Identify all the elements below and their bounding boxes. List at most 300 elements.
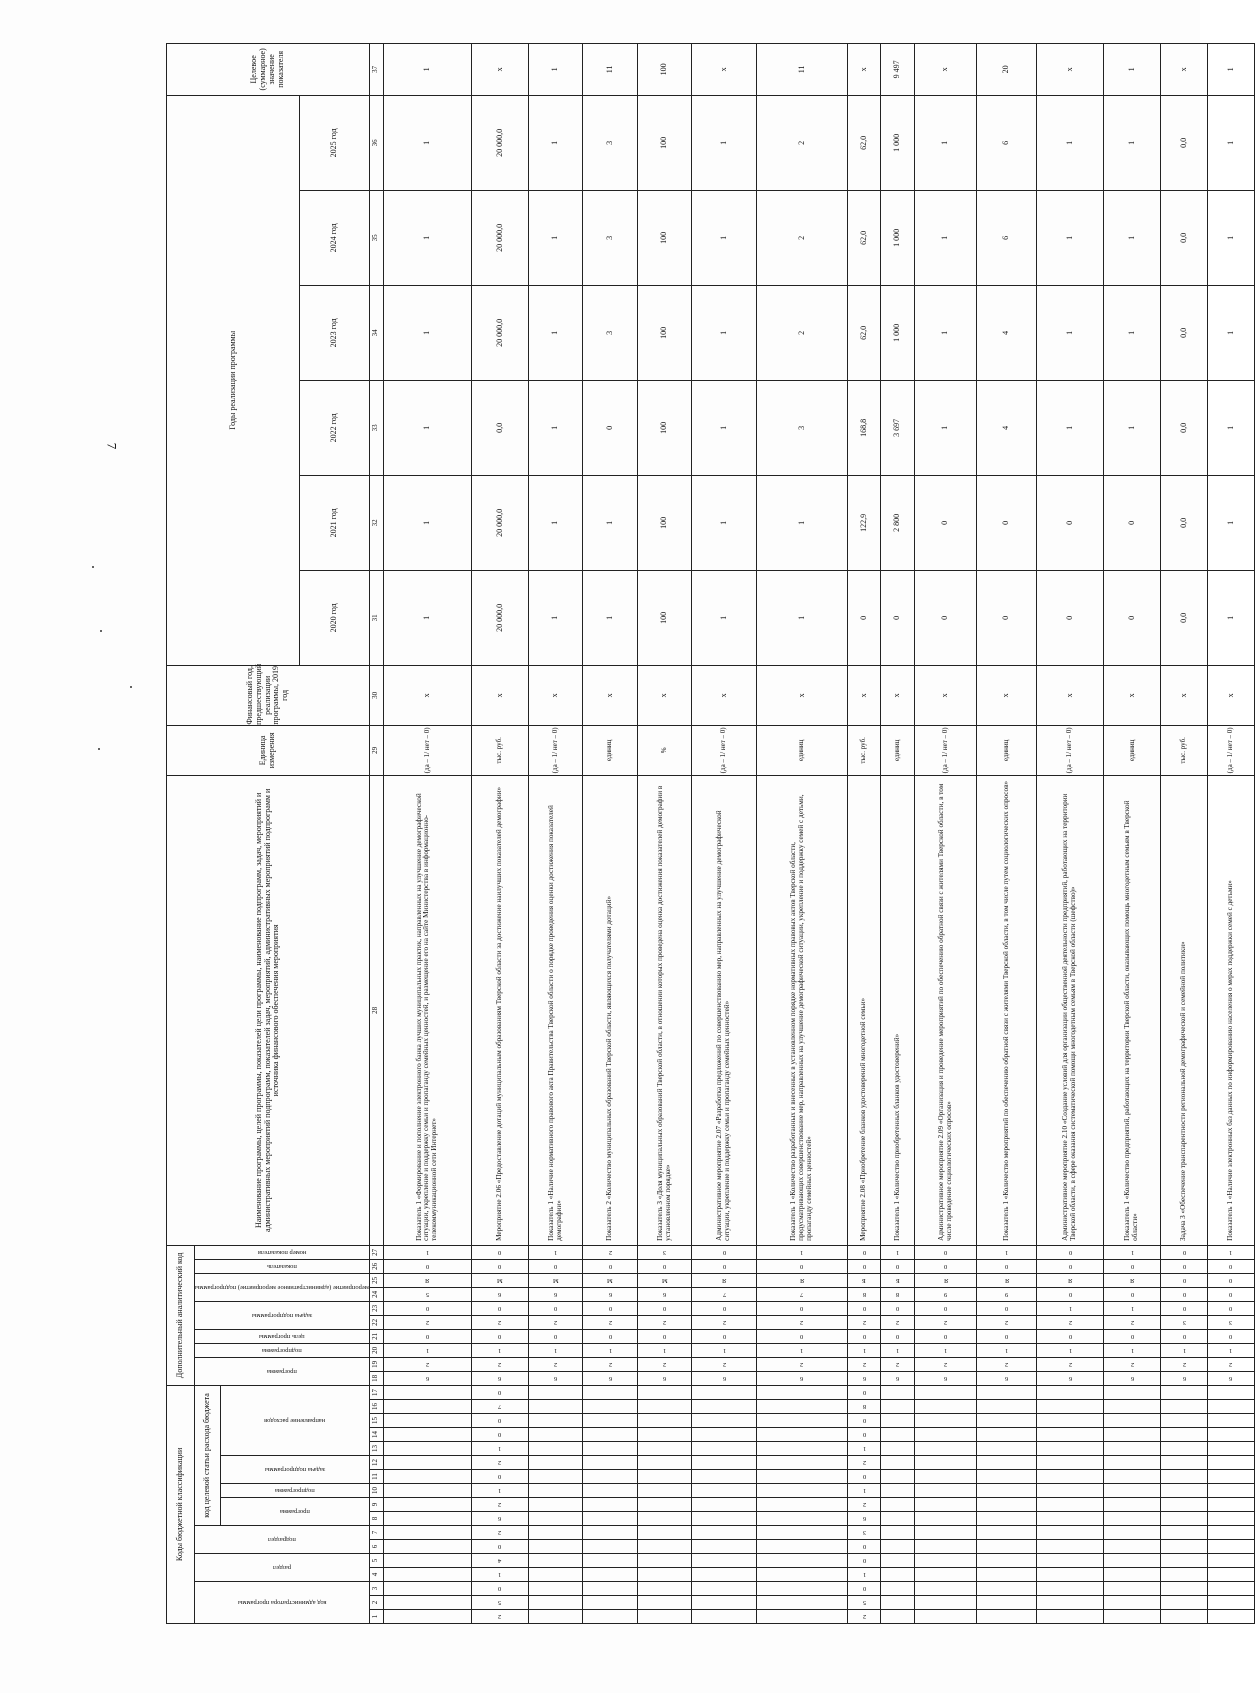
code-cell: 2 [847,1357,881,1371]
code-cell: 6 [757,1371,848,1385]
code-cell: Б [881,1273,915,1287]
target-cell: х [915,43,977,95]
year-value-cell: 1 [692,190,757,285]
code-cell [583,1526,637,1540]
code-cell [881,1596,915,1610]
column-number: 35 [369,190,383,285]
code-cell [1161,1526,1208,1540]
code-cell: 0 [757,1329,848,1343]
code-cell: 1 [1036,1301,1103,1315]
item-name: Показатель 1 «Формирование и пополнение электронного банка лучших муниципальных практик, направленных на улучшение демографической ситуации, укрепление и поддержку семьи и пропаганду семейных ценностей, и размещение его на сайте Министерства в информационно-телекоммуникационной сети Интернет» [383,775,471,1245]
code-cell [583,1512,637,1526]
scan-speck [100,630,102,632]
prev-year-cell: х [471,665,528,725]
code-cell [881,1610,915,1624]
code-cell [1104,1512,1161,1526]
page-number: 7 [104,442,120,450]
year-value-cell: 1 [528,475,582,570]
code-cell: 2 [583,1357,637,1371]
code-cell: 8 [847,1400,881,1414]
prev-year-cell: х [847,665,881,725]
year-value-cell: 1 [1208,570,1255,665]
code-cell [383,1428,471,1442]
unit-cell: (да – 1/ нет – 0) [1036,725,1103,775]
code-cell: 0 [583,1329,637,1343]
column-number: 5 [369,1554,383,1568]
code-cell: 0 [692,1301,757,1315]
code-cell: 2 [471,1357,528,1371]
column-number: 22 [369,1315,383,1329]
year-value-cell: 0 [583,380,637,475]
header-name: Наименование программы, целей программы, показателей цели программы, наименование подпрограмм, задач, мероприятий и административных мероприятий подпрограмм, показателей задач, мероприятий, административных мероприятий подпрограмм и источника финансового обеспечения мероприятия [167,775,370,1245]
code-cell: 2 [528,1315,582,1329]
year-value-cell: 1 [1208,285,1255,380]
code-cell [757,1512,848,1526]
header-2022: 2022 год [299,380,369,475]
column-number: 13 [369,1442,383,1456]
column-number: 20 [369,1343,383,1357]
code-cell [637,1498,691,1512]
code-cell [915,1414,977,1428]
code-cell [915,1498,977,1512]
code-cell: 1 [847,1484,881,1498]
code-cell: 6 [692,1371,757,1385]
code-cell [692,1582,757,1596]
code-cell [692,1456,757,1470]
year-value-cell: 6 [977,190,1037,285]
code-cell [757,1385,848,1399]
column-number: 11 [369,1470,383,1484]
code-cell: 0 [847,1470,881,1484]
year-value-cell: 1 000 [881,285,915,380]
code-cell: 2 [915,1315,977,1329]
code-cell [1104,1554,1161,1568]
code-cell [583,1400,637,1414]
code-cell [1161,1582,1208,1596]
code-cell: 6 [1104,1371,1161,1385]
column-number: 9 [369,1498,383,1512]
code-cell: 2 [1208,1357,1255,1371]
code-cell [528,1414,582,1428]
code-cell [1104,1456,1161,1470]
code-cell [881,1498,915,1512]
code-cell: 1 [757,1245,848,1259]
code-cell: 0 [383,1301,471,1315]
year-value-cell: 1 [915,95,977,190]
code-cell [383,1456,471,1470]
code-cell [915,1540,977,1554]
column-number: 6 [369,1540,383,1554]
unit-cell: (да – 1/ нет – 0) [528,725,582,775]
code-cell [528,1554,582,1568]
code-cell: 1 [528,1343,582,1357]
year-value-cell: 1 [1104,190,1161,285]
table-row [1161,43,1208,1623]
code-cell [977,1498,1037,1512]
code-cell: 0 [1104,1259,1161,1273]
code-cell [757,1596,848,1610]
year-value-cell: 3 697 [881,380,915,475]
code-cell [1208,1470,1255,1484]
code-cell [637,1526,691,1540]
column-number: 36 [369,95,383,190]
code-cell [1104,1428,1161,1442]
year-value-cell: 1 [583,475,637,570]
header-indicator: показатель [195,1259,370,1273]
column-number: 7 [369,1526,383,1540]
code-cell [383,1512,471,1526]
code-cell: 6 [977,1371,1037,1385]
code-cell: 1 [637,1343,691,1357]
code-cell: 0 [471,1582,528,1596]
code-cell [528,1400,582,1414]
year-value-cell: 62,0 [847,190,881,285]
year-value-cell: 20 000,0 [471,95,528,190]
code-cell [383,1596,471,1610]
header-section: раздел [195,1554,370,1582]
column-number: 18 [369,1371,383,1385]
year-value-cell: 1 [915,380,977,475]
column-number: 1 [369,1610,383,1624]
year-value-cell: 1 [383,95,471,190]
year-value-cell: 0 [1104,475,1161,570]
code-cell [915,1456,977,1470]
code-cell: 0 [847,1329,881,1343]
code-cell: 0 [1104,1329,1161,1343]
year-value-cell: 0,0 [1161,190,1208,285]
target-cell: х [847,43,881,95]
year-value-cell: 0,0 [1161,475,1208,570]
column-number: 15 [369,1414,383,1428]
table-row [915,43,977,1623]
code-cell: 6 [528,1371,582,1385]
code-cell [1161,1484,1208,1498]
code-cell [757,1400,848,1414]
code-cell [1161,1456,1208,1470]
code-cell [1208,1414,1255,1428]
code-cell [977,1442,1037,1456]
code-cell: 0 [471,1385,528,1399]
code-cell [583,1568,637,1582]
prev-year-cell: х [1036,665,1103,725]
code-cell: 0 [977,1259,1037,1273]
code-cell [977,1596,1037,1610]
code-cell [1036,1512,1103,1526]
code-cell: 0 [692,1245,757,1259]
code-cell: М [528,1273,582,1287]
code-cell [1208,1554,1255,1568]
code-cell [637,1554,691,1568]
year-value-cell: 1 [383,285,471,380]
program-table [166,43,1255,1624]
code-cell: 0 [1161,1329,1208,1343]
header-prev-year: Финансовый год, предшествующий реализации программы, 2019 год [167,665,370,725]
item-name: Мероприятие 2.08 «Приобретение бланков удостоверений многодетной семьи» [847,775,881,1245]
code-cell [977,1610,1037,1624]
column-number: 37 [369,43,383,95]
header-2024: 2024 год [299,190,369,285]
header-2023: 2023 год [299,285,369,380]
code-cell: 0 [1161,1259,1208,1273]
target-cell: 20 [977,43,1037,95]
code-cell: 2 [383,1315,471,1329]
year-value-cell: 1 [1036,190,1103,285]
code-cell: 1 [1208,1245,1255,1259]
year-value-cell: 3 [583,190,637,285]
code-cell [881,1512,915,1526]
year-value-cell: 100 [637,570,691,665]
column-number: 12 [369,1456,383,1470]
prev-year-cell: х [583,665,637,725]
code-cell: М [471,1273,528,1287]
year-value-cell: 2 [757,285,848,380]
code-cell: 1 [881,1343,915,1357]
code-cell [383,1582,471,1596]
code-cell [881,1568,915,1582]
table-row [637,43,691,1623]
code-cell: 1 [847,1343,881,1357]
code-cell: 0 [847,1414,881,1428]
code-cell [1161,1498,1208,1512]
code-cell: 0 [637,1329,691,1343]
code-cell [1208,1400,1255,1414]
code-cell [383,1414,471,1428]
code-cell: 0 [915,1329,977,1343]
column-number: 16 [369,1400,383,1414]
code-cell: 1 [1208,1343,1255,1357]
unit-cell: (да – 1/ нет – 0) [692,725,757,775]
code-cell [757,1428,848,1442]
code-cell [1208,1512,1255,1526]
code-cell: 2 [1036,1357,1103,1371]
target-cell: 1 [1104,43,1161,95]
code-cell: 0 [692,1329,757,1343]
year-value-cell: 20 000,0 [471,285,528,380]
code-cell [1161,1554,1208,1568]
code-cell: 0 [847,1259,881,1273]
item-name: Показатель 1 «Наличие электронных баз данных по информированию населения о мерах поддержки семей с детьми» [1208,775,1255,1245]
code-cell [528,1484,582,1498]
table-row [471,43,528,1623]
year-value-cell: 4 [977,380,1037,475]
column-number: 30 [369,665,383,725]
prev-year-cell: х [881,665,915,725]
code-cell: 0 [847,1582,881,1596]
code-cell: 0 [1036,1329,1103,1343]
code-cell [1208,1540,1255,1554]
column-number: 33 [369,380,383,475]
code-cell [692,1526,757,1540]
code-cell [637,1470,691,1484]
code-cell [915,1484,977,1498]
code-cell: 1 [847,1442,881,1456]
table-row [692,43,757,1623]
year-value-cell: 100 [637,285,691,380]
code-cell [1036,1414,1103,1428]
code-cell: 6 [383,1371,471,1385]
code-cell: 6 [1036,1371,1103,1385]
code-cell: 6 [637,1287,691,1301]
code-cell [583,1385,637,1399]
code-cell: 0 [881,1329,915,1343]
column-number: 24 [369,1287,383,1301]
column-number: 27 [369,1245,383,1259]
code-cell [977,1526,1037,1540]
code-cell: 0 [528,1329,582,1343]
code-cell: 2 [881,1315,915,1329]
year-value-cell: 0 [881,570,915,665]
code-cell: 1 [757,1343,848,1357]
code-cell: 2 [757,1315,848,1329]
code-cell: 1 [583,1343,637,1357]
code-cell: 2 [528,1357,582,1371]
code-cell: Б [847,1273,881,1287]
code-cell: 1 [471,1442,528,1456]
year-value-cell: 1 [528,95,582,190]
code-cell: 6 [583,1287,637,1301]
code-cell: 2 [915,1357,977,1371]
column-number: 14 [369,1428,383,1442]
item-name: Показатель 1 «Количество предприятий, работающих на территории Тверской области, оказывающих помощь многодетным семьям в Тверской области» [1104,775,1161,1245]
year-value-cell: 1 [528,285,582,380]
code-cell [1161,1610,1208,1624]
header-2025: 2025 год [299,95,369,190]
year-value-cell: 1 [1104,285,1161,380]
year-value-cell: 0,0 [1161,285,1208,380]
header-extra-code: Дополнительный аналитический код [167,1245,195,1385]
code-cell: 6 [528,1287,582,1301]
code-cell: 1 [881,1245,915,1259]
code-cell: 6 [471,1287,528,1301]
prev-year-cell: х [977,665,1037,725]
scan-speck [92,566,94,568]
year-value-cell: 20 000,0 [471,570,528,665]
code-cell [528,1456,582,1470]
table-row [1104,43,1161,1623]
target-cell: х [471,43,528,95]
header-subprogram: подпрограмма [221,1484,370,1498]
code-cell [1208,1498,1255,1512]
code-cell [1104,1414,1161,1428]
code-cell [583,1554,637,1568]
code-cell [1161,1568,1208,1582]
year-value-cell: 0 [1036,475,1103,570]
code-cell [583,1484,637,1498]
code-cell: 0 [1161,1287,1208,1301]
code-cell [1208,1568,1255,1582]
unit-cell: единиц [583,725,637,775]
code-cell: 0 [847,1245,881,1259]
code-cell: 1 [977,1343,1037,1357]
code-cell: 0 [847,1540,881,1554]
target-cell: 11 [583,43,637,95]
code-cell [583,1610,637,1624]
code-cell [915,1470,977,1484]
code-cell: 2 [977,1357,1037,1371]
code-cell: 0 [1161,1273,1208,1287]
code-cell [915,1385,977,1399]
header-direction: направление расходов [221,1385,370,1455]
code-cell: 0 [637,1301,691,1315]
code-cell [977,1385,1037,1399]
code-cell: 0 [1036,1259,1103,1273]
code-cell [1104,1400,1161,1414]
year-value-cell: 1 [383,475,471,570]
code-cell [1104,1596,1161,1610]
code-cell: 0 [471,1245,528,1259]
code-cell: 2 [471,1456,528,1470]
code-cell [637,1540,691,1554]
code-cell [977,1428,1037,1442]
code-cell [915,1428,977,1442]
code-cell: 6 [583,1371,637,1385]
code-cell: 5 [383,1287,471,1301]
code-cell: 3 [1161,1315,1208,1329]
code-cell [757,1568,848,1582]
code-cell: 6 [915,1371,977,1385]
code-cell [383,1484,471,1498]
code-cell: 6 [1208,1371,1255,1385]
code-cell [1104,1610,1161,1624]
code-cell [915,1596,977,1610]
code-cell: 6 [1161,1371,1208,1385]
code-cell: 0 [915,1301,977,1315]
code-cell [757,1554,848,1568]
code-cell: 2 [1104,1357,1161,1371]
code-cell: 1 [471,1484,528,1498]
code-cell: 2 [383,1357,471,1371]
code-cell: 0 [471,1470,528,1484]
code-cell [692,1512,757,1526]
code-cell [977,1484,1037,1498]
year-value-cell: 3 [757,380,848,475]
code-cell [637,1428,691,1442]
code-cell: 1 [383,1245,471,1259]
item-name: Мероприятие 2.06 «Предоставление дотаций муниципальным образованиям Тверской области за достижение наилучших показателей демографии» [471,775,528,1245]
year-value-cell: 1 [757,570,848,665]
code-cell: 7 [692,1287,757,1301]
code-cell: 2 [1104,1315,1161,1329]
code-cell [1036,1484,1103,1498]
code-cell [528,1385,582,1399]
code-cell [1161,1385,1208,1399]
target-cell: 1 [1208,43,1255,95]
code-cell: 0 [1161,1245,1208,1259]
code-cell [977,1400,1037,1414]
code-cell [528,1540,582,1554]
code-cell: 0 [1104,1287,1161,1301]
code-cell: 6 [471,1371,528,1385]
code-cell: Я [1036,1273,1103,1287]
unit-cell: тыс. руб. [1161,725,1208,775]
header-target-article: код целевой статьи расхода бюджета [195,1385,221,1525]
item-name: Задача 3 «Обеспечение транспарентности региональной демографической и семейной политики» [1161,775,1208,1245]
year-value-cell: 1 [383,190,471,285]
header-event-dir: мероприятие (административное мероприятие) подпрограммы [195,1273,370,1301]
code-cell [1161,1400,1208,1414]
column-number: 4 [369,1568,383,1582]
code-cell [881,1442,915,1456]
code-cell [881,1540,915,1554]
code-cell: 4 [471,1554,528,1568]
code-cell: 2 [692,1357,757,1371]
code-cell: 0 [528,1259,582,1273]
column-number: 26 [369,1259,383,1273]
code-cell [637,1568,691,1582]
code-cell [637,1582,691,1596]
year-value-cell: 1 [1208,380,1255,475]
item-name: Показатель 1 «Количество разработанных и внесенных в установленном порядке нормативных правовых актов Тверской области, предусматривающих совершенствование мер, направленных на улучшение демографической ситуации, укрепление и поддержку семей с детьми, пропаганду семейных ценностей» [757,775,848,1245]
